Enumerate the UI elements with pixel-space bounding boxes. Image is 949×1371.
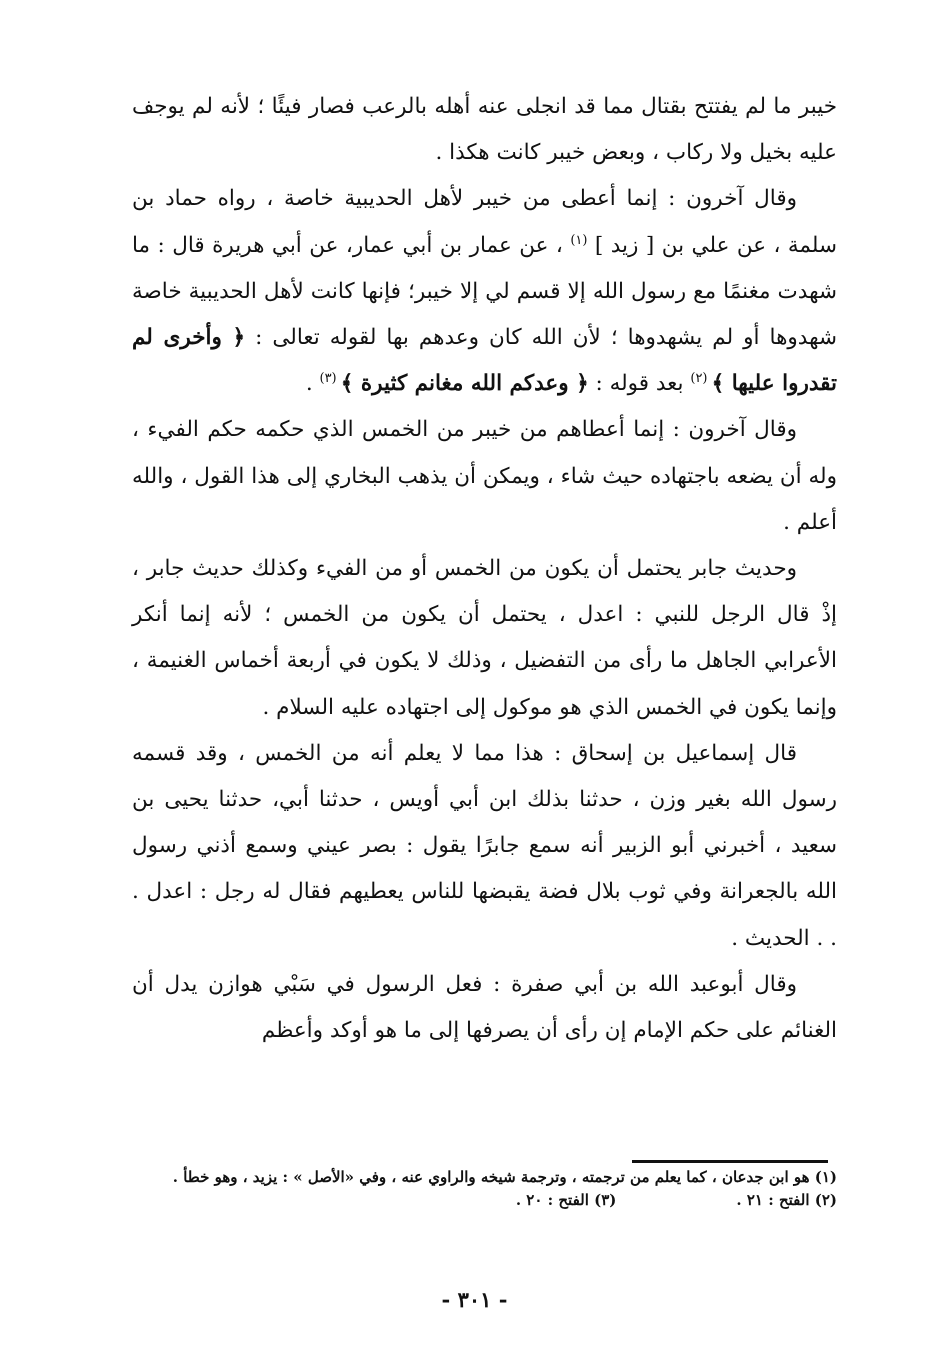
footnotes bbox=[132, 1166, 837, 1212]
text-run: بعد قوله : bbox=[588, 371, 691, 397]
paragraph bbox=[132, 962, 837, 1054]
footnote-ref: (٢) bbox=[690, 371, 712, 387]
footnote-ref: (٣) bbox=[319, 371, 341, 387]
paragraph bbox=[132, 731, 837, 962]
footnote-3: (٣) الفتح : ٢٠ . bbox=[515, 1191, 617, 1209]
text-run: قال إسماعيل بن إسحاق : هذا مما لا يعلم أنه من الخمس ، وقد قسمه رسول الله بغير وزن ، حدثنا بذلك ابن أبي أويس ، حدثنا أبي، حدثنا يحيى بن سعيد ، أخبرني أبو الزبير أنه سمع جابرًا يقول : بصر عيني وسمع أذني رسول الله بالجعرانة وفي ثوب بلال فضة يقبضها للناس يعطيهم فقال له رجل : اعدل . . . الحديث . bbox=[132, 740, 837, 951]
main-text bbox=[132, 84, 837, 1054]
paragraph bbox=[132, 176, 837, 407]
text-run: ، عن عمار بن أبي عمار، عن أبي هريرة قال : ما شهدت مغنمًا مع رسول الله إلا قسم لي إلا خيبر؛ فإنها كانت لأهل الحديبية خاصة شهدوها أو لم يشهدوها ؛ لأن الله كان وعدهم بها لقوله تعالى : bbox=[132, 232, 838, 351]
footnote-2: (٢) الفتح : ٢١ . bbox=[736, 1191, 837, 1209]
footnote-separator bbox=[632, 1160, 828, 1163]
paragraph bbox=[132, 546, 837, 731]
text-run: وقال آخرون : إنما أعطاهم من خيبر من الخمس الذي حكمه حكم الفيء ، وله أن يضعه باجتهاده حيث شاء ، ويمكن أن يذهب البخاري إلى هذا القول ، والله أعلم . bbox=[132, 417, 837, 535]
text-run: وحديث جابر يحتمل أن يكون من الخمس أو من الفيء وكذلك حديث جابر ، إذْ قال الرجل للنبي : اعدل ، يحتمل أن يكون من الخمس ؛ لأنه إنما أنكر الأعرابي الجاهل ما رأى من التفضيل ، وذلك لا يكون في أربعة أخماس الغنيمة ، وإنما يكون في الخمس الذي هو موكول إلى اجتهاده عليه السلام . bbox=[132, 556, 837, 720]
quran-quote: ﴿ وعدكم الله مغانم كثيرة ﴾ bbox=[340, 371, 589, 397]
paragraph bbox=[132, 407, 837, 546]
page-number: - ٣٠١ - bbox=[441, 1287, 508, 1312]
text-run: وقال آخرون : إنما أعطى من خيبر لأهل الحديبية خاصة ، رواه حماد بن سلمة ، عن علي بن [ زيد ] bbox=[132, 186, 837, 258]
footnote-ref: (١) bbox=[570, 232, 588, 248]
quran-quote: ﴿ وأخرى لم تقدروا عليها ﴾ bbox=[132, 325, 837, 397]
text-run: خيبر ما لم يفتتح بقتال مما قد انجلى عنه أهله بالرعب فصار فيئًا ؛ لأنه لم يوجف عليه بخيل ولا ركاب ، وبعض خيبر كانت هكذا . bbox=[132, 94, 837, 166]
text-run: وقال أبوعبد الله بن أبي صفرة : فعل الرسول في سَبْي هوازن يدل أن الغنائم على حكم الإمام إن رأى أن يصرفها إلى ما هو أوكد وأعظم bbox=[132, 971, 837, 1044]
footnote-row bbox=[132, 1189, 837, 1212]
text-run: . bbox=[305, 371, 320, 397]
footnote-1: (١) هو ابن جدعان ، كما يعلم من ترجمته ، وترجمة شيخه والراوي عنه ، وفي «الأصل » : يزيد ، وهو خطأ . bbox=[172, 1168, 837, 1186]
paragraph bbox=[132, 84, 837, 176]
